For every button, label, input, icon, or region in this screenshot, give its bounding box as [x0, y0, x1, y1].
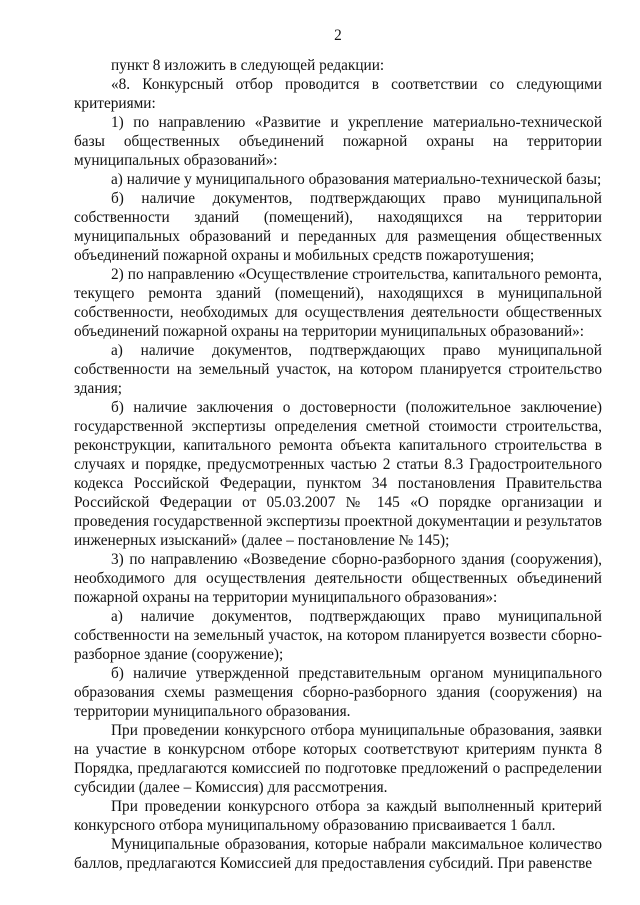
- paragraph-criterion-3a: а) наличие документов, подтверждающих право муниципальной собственности на земельный участок, на котором планируется возвести сборно-разборное здание (сооружение);: [74, 608, 602, 663]
- paragraph-criterion-2b: б) наличие заключения о достоверности (положительное заключение) государственной экспертизы определения сметной стоимости строительства, реконструкции, капитального ремонта объекта капитального строительства в случаях и порядке, предусмотренных частью 2 статьи 8.3 Градостроительного кодекса Российской Федерации, пунктом 34 постановления Правительства Российской Федерации от 05.03.2007 № 145 «О порядке организации и проведения государственной экспертизы проектной документации и результатов инженерных изысканий» (далее – постановление № 145);: [74, 399, 602, 549]
- paragraph-selection-procedure: При проведении конкурсного отбора муниципальные образования, заявки на участие в конкурсном отборе которых соответствуют критериям пункта 8 Порядка, предлагаются комиссией по подготовке предложений о распределении субсидии (далее – Комиссия) для рассмотрения.: [74, 722, 602, 796]
- paragraph-scoring: При проведении конкурсного отбора за каждый выполненный критерий конкурсного отбора муниципальному образованию присваивается 1 балл.: [74, 798, 602, 834]
- paragraph-max-score: Муниципальные образования, которые набрали максимальное количество баллов, предлагаются Комиссией для предоставления субсидий. При равенстве: [74, 836, 602, 872]
- paragraph-criterion-1: 1) по направлению «Развитие и укрепление материально-технической базы общественных объединений пожарной охраны на территории муниципальных образований»:: [74, 114, 602, 169]
- paragraph-criterion-1b: б) наличие документов, подтверждающих право муниципальной собственности зданий (помещений), находящихся на территории муниципальных образований и переданных для размещения общественных объединений пожарной охраны и мобильных средств пожаротушения;: [74, 190, 602, 264]
- paragraph-criterion-3: 3) по направлению «Возведение сборно-разборного здания (сооружения), необходимого для осуществления деятельности общественных объединений пожарной охраны на территории муниципального образования»:: [74, 551, 602, 606]
- paragraph-criterion-2a: а) наличие документов, подтверждающих право муниципальной собственности на земельный участок, на котором планируется строительство здания;: [74, 342, 602, 397]
- paragraph-criterion-2: 2) по направлению «Осуществление строительства, капитального ремонта, текущего ремонта зданий (помещений), находящихся в муниципальной собственности, необходимых для осуществления деятельности общественных объединений пожарной охраны на территории муниципальных образований»:: [74, 266, 602, 340]
- paragraph-criterion-3b: б) наличие утвержденной представительным органом муниципального образования схемы размещения сборно-разборного здания (сооружения) на территории муниципального образования.: [74, 665, 602, 720]
- page-number: 2: [334, 27, 342, 44]
- paragraph-intro: пункт 8 изложить в следующей редакции:: [111, 57, 385, 74]
- paragraph-criterion-1a: а) наличие у муниципального образования материально-технической базы;: [111, 171, 602, 188]
- paragraph-item-8: «8. Конкурсный отбор проводится в соответствии со следующими критериями:: [74, 76, 602, 112]
